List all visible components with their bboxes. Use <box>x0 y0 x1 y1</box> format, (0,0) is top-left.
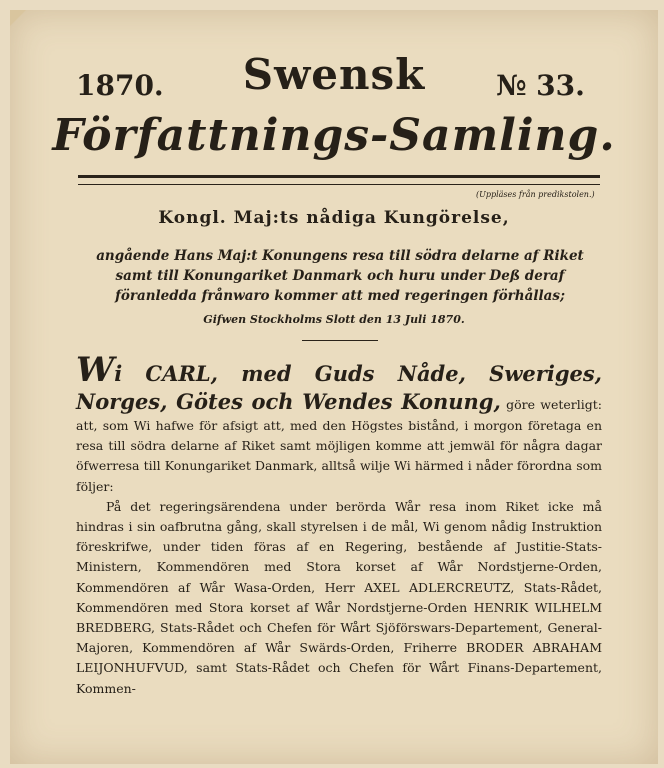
title-line-2: Författnings-Samling. <box>52 110 616 161</box>
royal-title: i CARL, med Guds Nåde, Sweriges, Norges, Götes och Wendes Konung, <box>76 361 602 414</box>
masthead <box>10 50 658 161</box>
decree-subheading: angående Hans Maj:t Konungens resa till södra delarne af Riket samt till Konungariket Danmark och huru under Deß deraf föranledda frånwaro kommer att med regeringen förhållas; <box>96 248 584 304</box>
body-paragraph-1 <box>76 350 602 497</box>
issue-number: № 33. <box>496 69 585 102</box>
title-line-1: Swensk <box>242 50 426 99</box>
given-date-line: Gifwen Stockholms Slott den 13 Juli 1870. <box>203 313 465 326</box>
drop-cap: W <box>76 350 115 390</box>
section-rule <box>302 340 378 341</box>
decree-body <box>76 350 602 699</box>
reading-note: (Uppläses från predikstolen.) <box>476 190 595 199</box>
year: 1870. <box>76 69 164 102</box>
paragraph-1-text: göre weterligt: att, som Wi hafwe för afsigt att, med den Högstes bistånd, i morgon företaga en resa till södra delarne af Riket samt möjligen komme att jemwäl för några dagar öfwerresa till Konungariket Danmark, alltså wilje Wi härmed i nåder förordna som följer: <box>76 397 602 494</box>
decree-heading: Kongl. Maj:ts nådiga Kungörelse, <box>158 208 510 228</box>
body-paragraph-2: På det regeringsärendena under berörda Wår resa inom Riket icke må hindras i sin oafbrutna gång, skall styrelsen i de mål, Wi genom nådig Instruktion föreskrifwe, under tiden föras af en Regering, bestående af Justitie-Stats-Ministern, Kommendören med Stora korset af Wår Nordstjerne-Orden, Kommendören af Wår Wasa-Orden, Herr AXEL ADLERCREUTZ, Stats-Rådet, Kommendören med Stora korset af Wår Nordstjerne-Orden HENRIK WILHELM BREDBERG, Stats-Rådet och Chefen för Wårt Sjöförswars-Departement, General-Majoren, Kommendören af Wår Swärds-Orden, Friherre BRODER ABRAHAM LEIJONHUFVUD, samt Stats-Rådet och Chefen för Wårt Finans-Departement, Kommen- <box>76 498 602 696</box>
document-page <box>10 10 658 764</box>
masthead-rule <box>78 175 600 185</box>
page-corner-fold <box>10 10 26 26</box>
